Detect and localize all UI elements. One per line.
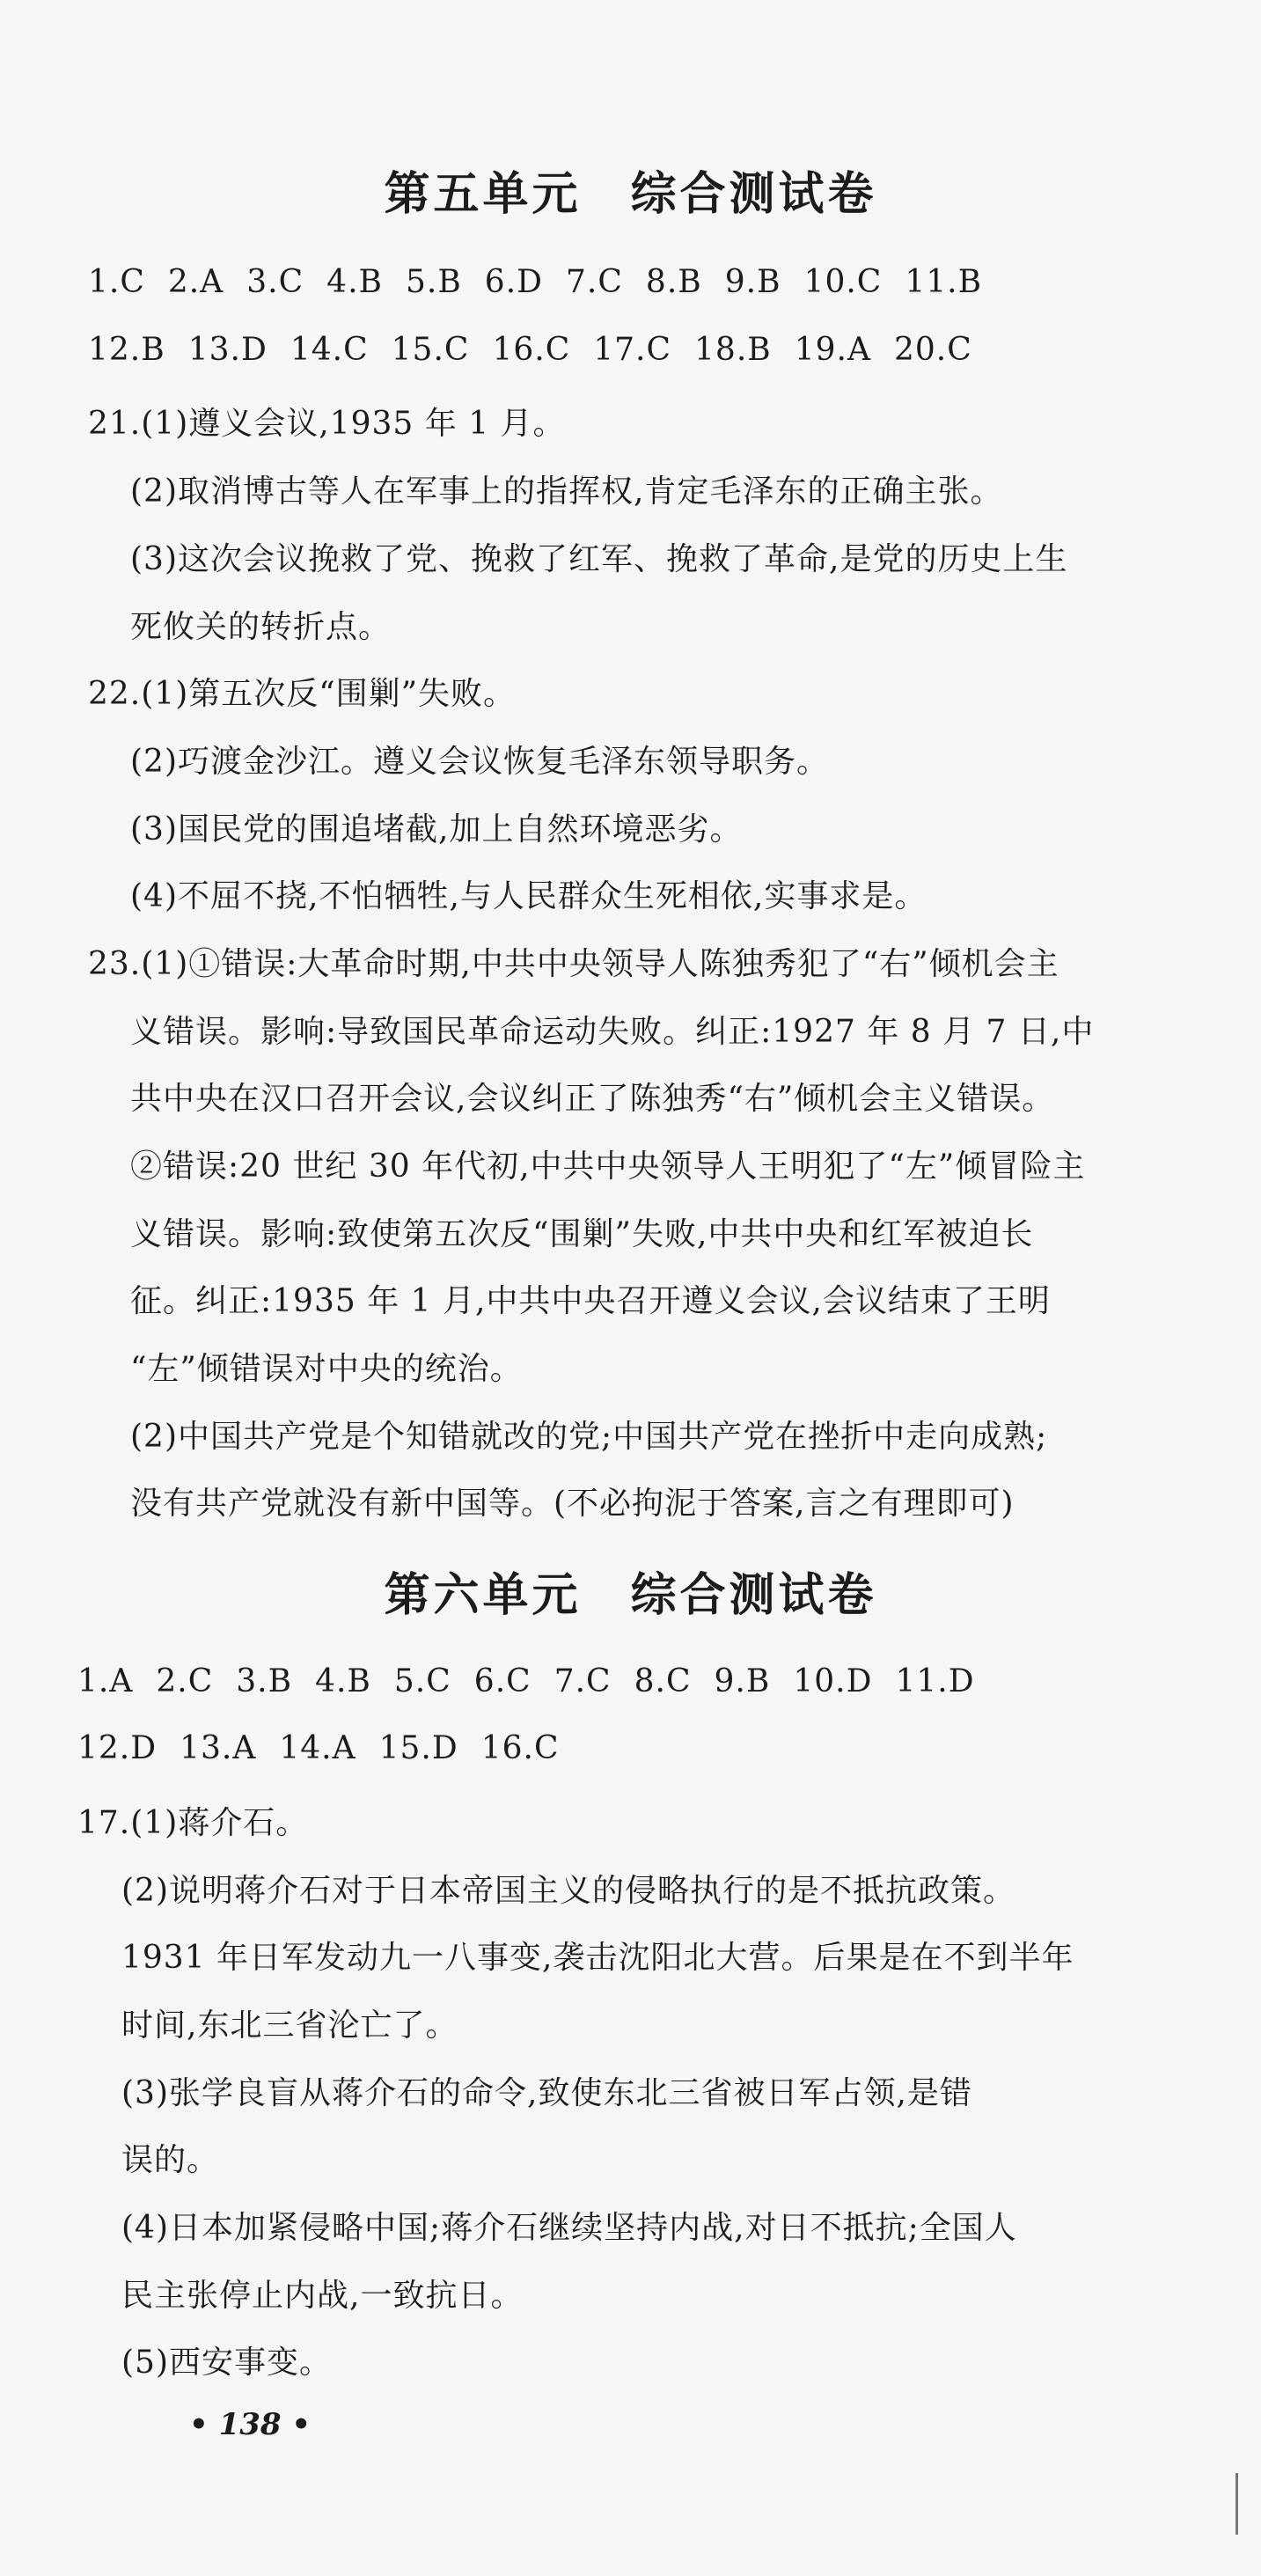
answer-item: 3.C xyxy=(246,264,304,300)
q22-line: 22.(1)第五次反“围剿”失败。 xyxy=(88,676,517,712)
answer-item: 14.C xyxy=(290,332,369,368)
answer-item: 10.D xyxy=(793,1663,873,1699)
q22-line: (4)不屈不挠,不怕牺牲,与人民群众生死相依,实事求是。 xyxy=(130,878,927,914)
q17-line: (3)张学良盲从蒋介石的命令,致使东北三省被日军占领,是错 xyxy=(121,2075,972,2111)
q23-line: 义错误。影响:致使第五次反“围剿”失败,中共中央和红军被迫长 xyxy=(130,1216,1034,1252)
q17-line: 1931 年日军发动九一八事变,袭击沈阳北大营。后果是在不到半年 xyxy=(121,1940,1074,1976)
answer-item: 7.C xyxy=(566,264,623,300)
answer-item: 4.B xyxy=(315,1663,371,1699)
q21-line: (2)取消博古等人在军事上的指挥权,肯定毛泽东的正确主张。 xyxy=(130,473,1003,510)
answer-item: 4.B xyxy=(326,264,383,300)
q21-line: 死攸关的转折点。 xyxy=(130,609,392,645)
answer-item: 16.C xyxy=(492,332,571,368)
answer-item: 12.B xyxy=(88,332,165,368)
answer-item: 12.D xyxy=(77,1730,158,1766)
answer-item: 14.A xyxy=(279,1730,356,1766)
unit5-mc-row1 xyxy=(88,264,1005,300)
answer-item: 3.B xyxy=(236,1663,293,1699)
answer-item: 1.C xyxy=(88,264,145,300)
answer-item: 5.C xyxy=(393,1663,451,1699)
answer-item: 6.C xyxy=(473,1663,532,1699)
q23-line: 征。纠正:1935 年 1 月,中共中央召开遵义会议,会议结束了王明 xyxy=(130,1283,1051,1319)
q17-line: (2)说明蒋介石对于日本帝国主义的侵略执行的是不抵抗政策。 xyxy=(121,1873,1015,1909)
answer-item: 16.C xyxy=(480,1730,560,1766)
q23-line: 没有共产党就没有新中国等。(不必拘泥于答案,言之有理即可) xyxy=(130,1486,1015,1522)
answer-item: 13.A xyxy=(180,1730,257,1766)
answer-item: 19.A xyxy=(794,332,871,368)
answer-item: 18.B xyxy=(694,332,772,368)
q17-line: 17.(1)蒋介石。 xyxy=(77,1805,309,1841)
answer-item: 17.C xyxy=(593,332,672,368)
q23-line: 共中央在汉口召开会议,会议纠正了陈独秀“右”倾机会主义错误。 xyxy=(130,1081,1055,1117)
q23-line: 23.(1)①错误:大革命时期,中共中央领导人陈独秀犯了“右”倾机会主 xyxy=(88,946,1059,982)
answer-item: 5.B xyxy=(405,264,462,300)
unit5-title: 第五单元 综合测试卷 xyxy=(384,168,877,221)
answer-item: 13.D xyxy=(187,332,268,368)
q22-line: (3)国民党的围追堵截,加上自然环境恶劣。 xyxy=(130,811,743,848)
answer-item: 9.B xyxy=(724,264,781,300)
q23-line: ②错误:20 世纪 30 年代初,中共中央领导人王明犯了“左”倾冒险主 xyxy=(130,1149,1086,1185)
unit5-mc-row2 xyxy=(88,332,995,368)
answer-item: 7.C xyxy=(554,1663,612,1699)
scan-edge-mark xyxy=(1235,2473,1238,2535)
q17-line: 民主张停止内战,一致抗日。 xyxy=(121,2278,524,2314)
answer-item: 10.C xyxy=(803,264,883,300)
q21-line: 21.(1)遵义会议,1935 年 1 月。 xyxy=(88,406,566,442)
page-number: • 138 • xyxy=(189,2407,312,2442)
q17-line: (5)西安事变。 xyxy=(121,2345,332,2381)
q17-line: 误的。 xyxy=(121,2142,220,2178)
answer-item: 9.B xyxy=(714,1663,771,1699)
answer-item: 2.C xyxy=(156,1663,214,1699)
q23-line: (2)中国共产党是个知错就改的党;中国共产党在挫折中走向成熟; xyxy=(130,1419,1048,1455)
answer-item: 20.C xyxy=(894,332,972,368)
q21-line: (3)这次会议挽救了党、挽救了红军、挽救了革命,是党的历史上生 xyxy=(130,541,1068,577)
answer-item: 15.D xyxy=(378,1730,458,1766)
unit6-mc-row1 xyxy=(77,1663,998,1699)
q17-line: 时间,东北三省沦亡了。 xyxy=(121,2007,458,2044)
answer-item: 2.A xyxy=(167,264,224,300)
answer-item: 1.A xyxy=(77,1663,134,1699)
answer-item: 8.C xyxy=(634,1663,692,1699)
unit6-mc-row2 xyxy=(77,1730,583,1766)
answer-item: 8.B xyxy=(645,264,702,300)
q22-line: (2)巧渡金沙江。遵义会议恢复毛泽东领导职务。 xyxy=(130,744,829,780)
answer-item: 15.C xyxy=(391,332,470,368)
q23-line: “左”倾错误对中央的统治。 xyxy=(130,1351,523,1387)
unit6-title: 第六单元 综合测试卷 xyxy=(384,1569,877,1622)
answer-item: 11.B xyxy=(905,264,983,300)
answer-item: 11.D xyxy=(895,1663,975,1699)
q23-line: 义错误。影响:导致国民革命运动失败。纠正:1927 年 8 月 7 日,中 xyxy=(130,1014,1095,1050)
q17-line: (4)日本加紧侵略中国;蒋介石继续坚持内战,对日不抵抗;全国人 xyxy=(121,2210,1017,2246)
answer-item: 6.D xyxy=(484,264,544,300)
